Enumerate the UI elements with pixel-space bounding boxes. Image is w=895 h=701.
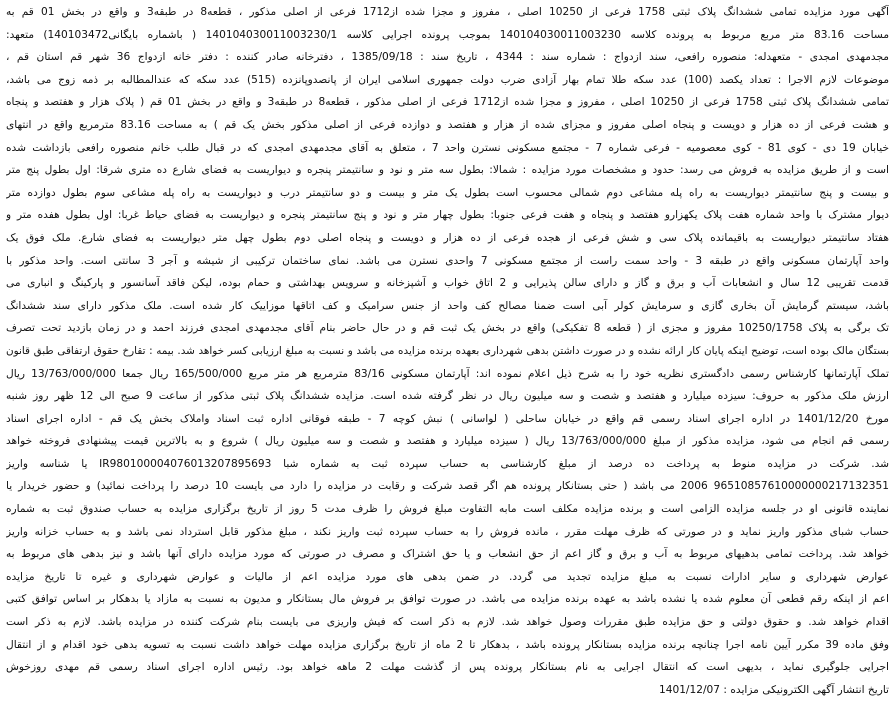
notice-line-21: شد. شرکت در مزایده منوط به پرداخت ده درصد از مبلغ کارشناسی به حساب سپرده ثبت به شماره شبا IR980100004076013207895693 یا شناسه واریز bbox=[6, 457, 889, 470]
notice-line-29: وفق ماده 39 مکرر آیین نامه اجرا چنانچه برنده مزایده بستانکار پرونده باشد ، بدهکار تا 2 ماه از تاریخ برگزاری مزایده مهلت خواهد داشت نسبت به تسویه بدهی خود اقدام و از انتقال bbox=[6, 638, 889, 651]
publication-date-line: تاریخ انتشار آگهی الکترونیکی مزایده : 1401/12/07 bbox=[658, 683, 889, 696]
notice-line-8: است و از طریق مزایده به فروش می رسد: حدود و مشخصات مورد مزایده : شمالا: بطول سه متر و نود و سانتیمتر پنجره و دیواریست به فضای شارع ده متری شرقا: اول بطول پنج متر bbox=[6, 164, 889, 177]
notice-line-15: تک برگی به پلاک 10250/1758 مفروز و مجزی از ( قطعه 8 تفکیکی) واقع در بخش یک ثبت قم و در حال حاضر بنام آقای مجدمهدی امجدی فرزند احمد و در زمان بازدید تحت تصرف bbox=[6, 322, 889, 335]
notice-line-16: بستگان مالک بوده است، توضیح اینکه پایان کار ارائه نشده و در صورت داشتن بدهی شهرداری بعهده برنده مزایده می باشد و نسبت به مبلغ ارزیابی کسر خواهد شد. بیمه : تقارخ حقوق ارتفاقی طبق قانون bbox=[6, 344, 889, 357]
notice-line-19: مورخ 1401/12/20 در اداره اجرای اسناد رسمی قم واقع در خیابان ساحلی ( لواسانی ) نبش کوچه 7 - طبقه فوقانی اداره ثبت اسناد واملاک بخش یک قم - اداره اجرای اسناد bbox=[6, 412, 889, 425]
notice-line-25: خواهد شد. پرداخت تمامی بدهیهای مربوط به آب و برق و گاز اعم از حق انشعاب و یا حق اشتراک و مصرف در صورتی که مورد مزایده دارای آنها باشد و نیز بدهی های مربوط به bbox=[6, 548, 889, 561]
notice-line-17: تملک آپارتمانها کارشناس رسمی دادگستری نظریه خود را به شرح ذیل اعلام نموده اند: آپارتمان مسکونی 83/16 مترمربع هر متر مربع 165/500/000 ریال جمعا 13/763/000/000 ریال bbox=[6, 367, 889, 380]
notice-line-20: رسمی قم انجام می شود، مزایده مذکور از مبلغ 13/763/000/000 ریال ( سیزده میلیارد و هفتصد و شصت و سه میلیون ریال ) شروع و به بالاترین قیمت پیشنهادی فروخته خواهد bbox=[6, 435, 889, 448]
notice-line-27: اعم از اینکه رقم قطعی آن معلوم شده یا نشده باشد به عهده برنده مزایده می باشد. در صورت توافق بر فروش مال بستانکار و مدیون به نسبت به مازاد یا بدهکار بر اساس توافق کتبی bbox=[6, 593, 889, 606]
notice-line-14: باشد، سیستم گرمایش آن بخاری گازی و سرمایش کولر آبی است ضمنا مصالح کف واحد از جنس سرامیک و کف اتاقها موزاییک کار شده است. ملک مذکور دارای سند ششدانگ bbox=[6, 299, 889, 312]
notice-line-11: هفتاد سانتیمتر دیواریست به باقیمانده پلاک سی و شش فرعی از هجده فرعی از ده هزار و دویست و پنجاه اصلی دوم بطول چهل متر دیواریست به فضای شارع. ملک فوق یک bbox=[6, 231, 889, 244]
notice-line-22: 96510857610000000217132351 2006 می باشد ( حتی بستانکار پرونده هم اگر قصد شرکت و رقابت در مزایده را دارد می بایست 10 درصد را پرداخت نمائید) و حضور خریدار یا bbox=[6, 480, 889, 493]
notice-line-1: آگهی مورد مزایده تمامی ششدانگ پلاک ثبتی 1758 فرعی از 10250 اصلی ، مفروز و مجزا شده از1712 فرعی از اصلی مذکور ، قطعه8 در طبقه3 و واقع در بخش 01 قم به bbox=[6, 6, 889, 18]
notice-line-7: خیابان 19 دی - کوی 81 - کوی معصومیه - فرعی شماره 7 - مجتمع مسکونی نسترن واحد 7 ، متعلق به آقای مجدمهدی امجدی که در قبال طلب خانم منصوره رافعی بازداشت شده bbox=[6, 141, 889, 154]
notice-line-4: موضوعات لازم الاجرا : تعداد یکصد (100) عدد سکه طلا تمام بهار آزادی ضرب دولت جمهوری اسلامی ایران از پانصدوپانزده (515) عدد سکه که عندالمطالبه بر ذمه زوج می باشد، bbox=[6, 73, 889, 86]
notice-line-18: ارزش ملک مذکور به حروف: سیزده میلیارد و هفتصد و شصت و سه میلیون ریال در نظر گرفته شده است. مزایده ششدانگ پلاک ثبتی مذکور از ساعت 9 صبح الی 12 ظهر روز شنبه bbox=[6, 390, 889, 403]
notice-line-6: و هشت فرعی از ده هزار و دویست و پنجاه اصلی مفروز و مجزای شده از هزار و هفتصد و دوازده فرعی از اصلی مذکور بخش یک قم ) به مساحت 83.16 مترمربع واقع در انتهای bbox=[6, 118, 889, 131]
notice-line-9: و بیست و پنج سانتیمتر دیواریست به راه پله مشاعی دوم شمالی محسوب است بطول یک متر و بیست و دو سانتیمتر درب و دیواریست به راه پله مشاعی سوم بطول دوازده متر bbox=[6, 186, 889, 199]
notice-line-13: قدمت تقریبی 12 سال و انشعابات آب و برق و گاز و دارای سالن پذیرایی و 2 اتاق خواب و آشپزخانه و سرویس بهداشتی و حمام بوده، لیکن فاقد آسانسور و پارکینگ و انباری می bbox=[6, 277, 889, 290]
notice-line-26: عوارض شهرداری و سایر ادارات نسبت به مبلغ مزایده تجدید می گردد. در ضمن بدهی های مورد مزایده اعم از مالیات و عوارض شهرداری و غیره تا تاریخ مزایده bbox=[6, 570, 889, 583]
notice-line-30: اجرایی جلوگیری نماید ، بدیهی است که انتقال اجرایی به نام بستانکار پرونده پس از گذشت مهلت 2 ماهه خواهد بود. رئیس اداره اجرای اسناد رسمی قم مهدی روزخوش bbox=[6, 661, 889, 674]
notice-line-10: دیوار مشترک با واحد شماره هفت پلاک یکهزارو هفتصد و پنجاه و هفت فرعی جنوبا: بطول چهار متر و نود و پنج سانتیمتر پنجره و دیواریست به فضای حیاط غربا: اول بطول هفده متر و bbox=[6, 209, 889, 222]
notice-line-3: مجدمهدی امجدی - متعهدله: منصوره رافعی، سند ازدواج : شماره سند : 4344 ، تاریخ سند : 1385/09/18 ، دفترخانه صادر کننده : دفتر خانه ازدواج 36 شهر قم استان قم ، bbox=[6, 51, 889, 64]
notice-line-24: حساب شبای مذکور واریز نماید و در صورتی که ظرف مهلت مقرر ، مانده فروش را به حساب سپرده ثبت واریز نکند ، مبلغ مذکور قابل استرداد نمی باشد و به حساب خزانه واریز bbox=[6, 525, 889, 538]
notice-line-12: واحد آپارتمان مسکونی واقع در طبقه 3 - واحد سمت راست از مجتمع مسکونی 7 واحدی نسترن می باشد. نمای ساختمان ترکیبی از شیشه و آجر 3 سانتی است. واحد مذکور با bbox=[6, 254, 889, 267]
notice-line-5: تمامی ششدانگ پلاک ثبتی 1758 فرعی از 10250 اصلی ، مفروز و مجزا شده از1712 فرعی از اصلی مذکور ، قطعه8 در طبقه3 و واقع در بخش 01 قم ( پلاک هزار و هفتصد و پنجاه bbox=[6, 96, 889, 109]
notice-line-2: مساحت 83.16 متر مربع مربوط به پرونده کلاسه 140104030011003230 بموجب پرونده اجرایی کلاسه 140104030011003230/1 ( باشماره بایگانی140103472) متعهد: bbox=[6, 28, 889, 41]
notice-line-23: نماینده قانونی او در جلسه مزایده الزامی است و برنده مزایده مکلف است مابه التفاوت مبلغ فروش را ظرف مدت 5 روز از تاریخ برگزاری مزایده به حساب صندوق ثبت به شماره bbox=[6, 503, 889, 516]
notice-line-28: اقدام خواهد شد. و حقوق دولتی و حق مزایده طبق مقررات وصول خواهد شد. لازم به ذکر است که فیش واریزی می بایست بنام شرکت کننده در مزایده باشد. لازم به ذکر است bbox=[6, 616, 889, 629]
